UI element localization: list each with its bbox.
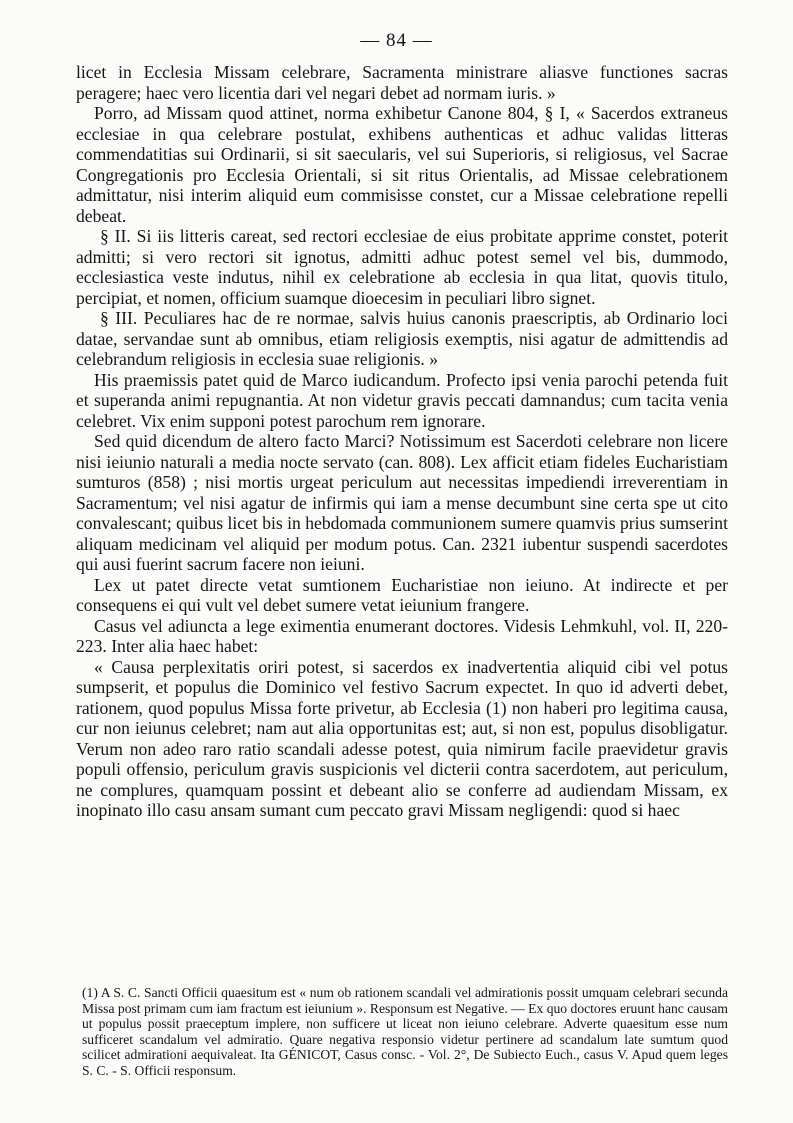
footnote [82, 985, 728, 1079]
paragraph-section-2: § II. Si iis litteris careat, sed rectori ecclesiae de eius probitate apprime constet, poterit admitti; si vero rectori sit ignotus, admitti adhuc potest semel vel bis, dummodo, ecclesiastica veste indutus, nihil ex celebratione ab ecclesia in qua litat, quovis titulo, percipiat, et nomen, officium suamque dioecesim in peculiari libro signet. [76, 226, 728, 308]
paragraph-quote: « Causa perplexitatis oriri potest, si sacerdos ex inadvertentia aliquid cibi vel potus sumpserit, et populus die Dominico vel festivo Sacrum expectet. In quo id adverti debet, rationem, quod populus Missa forte privetur, ab Ecclesia (1) non haberi pro legitima causa, cur non ieiunus celebret; nam aut alia opportunitas est; aut, si non est, populus disobligatur. Verum non adeo raro ratio scandali adesse potest, quia nimirum facile praevidetur gravis populi offensio, periculum gravis suspicionis vel dicterii contra sacerdotem, aut periculum, ne complures, quamquam possint et debeant alio se conferre ad audiendam Missam, ex inopinato illo casu ansam sumant cum peccato gravi Missam negligendi: quod si haec [76, 656, 728, 820]
paragraph-6: Sed quid dicendum de altero facto Marci? Notissimum est Sacerdoti celebrare non licere nisi ieiunio naturali a media nocte servato (can. 808). Lex afficit etiam fideles Eucharistiam sumturos (858) ; nisi mortis urgeat periculum aut necessitas impediendi irreverentiam in Sacramentum; vel nisi agatur de infirmis qui iam a mense decumbunt sine certa spe ut cito convalescant; quibus licet bis in hebdomada communionem sumere quamvis prius sumserint aliquam medicinam vel aliquid per modum potus. Can. 2321 iubentur suspendi sacerdotes qui ausi fuerint sacrum facere non ieiuni. [76, 431, 728, 574]
paragraph-5: His praemissis patet quid de Marco iudicandum. Profecto ipsi venia parochi petenda fuit et superanda animi repugnantia. At non videtur gravis peccati damnandus; cum tacita venia celebret. Vix enim supponi potest parochum rem ignorare. [76, 369, 728, 431]
paragraph-section-3: § III. Peculiares hac de re normae, salvis huius canonis praescriptis, ab Ordinario loci datae, servandae sunt ab omnibus, etiam religiosis exemptis, nisi agatur de admittendis ad celebrandum religiosis in ecclesia suae religionis. » [76, 308, 728, 369]
footnote-text: (1) A S. C. Sancti Officii quaesitum est « num ob rationem scandali vel admirationis possit umquam celebrari secunda Missa post primam cum iam fractum est ieiunium ». Responsum est Negative. — Ex quo doctores eruunt hanc causam ut populus possit praeceptum implere, non sufficere ut liceat non ieiuno celebrare. Adverte quaesitum esse num sufficeret scandalum vel admiratio. Quare negativa responsio videtur pertinere ad scandalum late sumtum quod scilicet admirationi aequivaleat. Ita GÉNICOT, Casus consc. - Vol. 2°, De Subiecto Euch., casus V. Apud quem leges S. C. - S. Officii responsum. [82, 985, 728, 1078]
paragraph-1: licet in Ecclesia Missam celebrare, Sacramenta ministrare aliasve functiones sacras peragere; haec vero licentia dari vel negari debet ad normam iuris. » [76, 62, 728, 103]
page-number: — 84 — [360, 30, 433, 51]
main-text [76, 62, 728, 821]
paragraph-7: Lex ut patet directe vetat sumtionem Eucharistiae non ieiuno. At indirecte et per consequens ei qui vult vel debet sumere vetat ieiunium frangere. [76, 574, 728, 615]
paragraph-8: Casus vel adiuncta a lege eximentia enumerant doctores. Videsis Lehmkuhl, vol. II, 220-223. Inter alia haec habet: [76, 615, 728, 656]
paragraph-2: Porro, ad Missam quod attinet, norma exhibetur Canone 804, § I, « Sacerdos extraneus ecclesiae in qua celebrare postulat, exhibens authenticas et adhuc validas litteras commendatitias sui Ordinarii, si sit saecularis, vel sui Superioris, si religiosus, vel Sacrae Congregationis pro Ecclesia Orientali, si sit ritus Orientalis, ad Missae celebrationem admittatur, nisi interim aliquid eum commisisse constet, cur a Missae celebratione repelli debeat. [76, 103, 728, 226]
